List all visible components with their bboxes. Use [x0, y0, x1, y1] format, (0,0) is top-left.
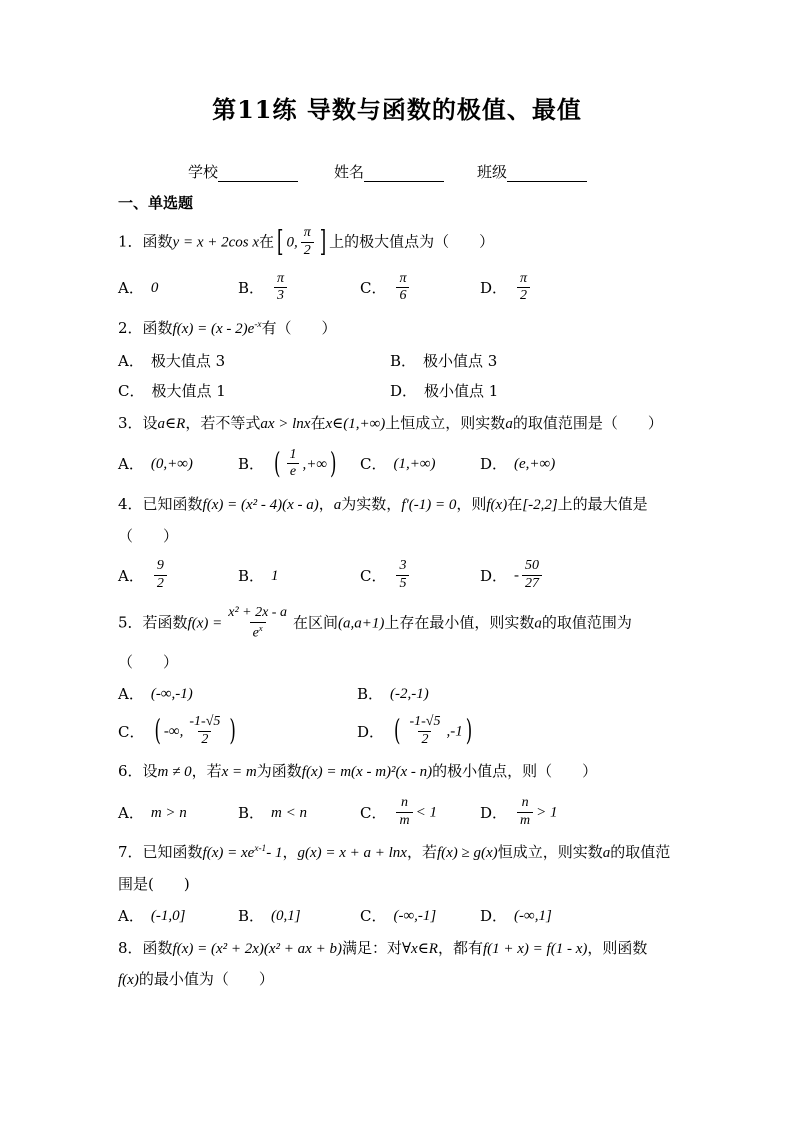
option-c: [360, 794, 480, 831]
option-label: B．: [357, 684, 384, 703]
option-content: (-1,0]: [150, 907, 186, 924]
fraction: $\frac{3}{5}$: [396, 558, 409, 593]
big-bracket: (: [274, 446, 281, 481]
option-d: [480, 905, 676, 926]
option-content: 极大值点 3: [150, 352, 226, 371]
option-label: A．: [118, 684, 144, 703]
question-5-stem: 5．若函数f(x) = $\frac{\text{x² + 2x - a}}{e^x}$ 在区间(a,a+1)上存在最小值，则实数a的取值范围为: [118, 605, 632, 641]
question-6: [118, 760, 676, 830]
option-label: C．: [118, 382, 145, 401]
option-b: [238, 565, 360, 586]
option-a: [118, 350, 390, 371]
school-label: 学校: [188, 163, 219, 181]
option-a: [118, 277, 238, 298]
option-label: A．: [118, 906, 144, 925]
fraction: $\frac{\pi}{2}$: [517, 271, 530, 306]
class-field: [477, 161, 587, 182]
fraction: $\frac{1}{e}$: [286, 447, 299, 482]
option-b: [238, 270, 360, 307]
option-content: [393, 270, 412, 307]
question-4-stem: 4．已知函数f(x) = (x² - 4)(x - a)，a为实数，f′(-1) = 0，则f(x)在[-2,2]上的最大值是: [118, 495, 648, 514]
option-label: D．: [480, 566, 508, 585]
option-content: $\frac{n}{m}$ > 1: [514, 794, 558, 831]
option-label: C．: [360, 279, 387, 298]
big-bracket: [: [277, 224, 284, 259]
fraction: $\frac{n}{m}$: [396, 795, 412, 830]
page-title: 第11练 导数与函数的极值、最值: [212, 95, 582, 124]
option-label: C．: [118, 722, 145, 741]
option-content: [514, 270, 533, 307]
option-content: 1: [271, 567, 279, 584]
question-7-stem: 7．已知函数$f(x) = xe^{x-1}-$ 1，g(x) = x + a + lnx，若f(x) ≥ g(x)恒成立，则实数a的取值范: [118, 843, 671, 862]
question-1-options: [118, 270, 676, 307]
option-d: [480, 557, 676, 594]
question-7-options: [118, 905, 676, 926]
question-2-stem: 2．函数$f(x) = (x - 2)e^{-x}$有（ ）: [118, 319, 337, 338]
option-content: [393, 557, 412, 594]
question-6-options: [118, 794, 676, 831]
option-c: [118, 713, 357, 750]
option-content: (1,+∞): [393, 456, 436, 473]
school-field: [188, 161, 298, 182]
option-content: m < n: [271, 804, 307, 821]
fraction: $\frac{\pi}{3}$: [274, 271, 287, 306]
option-content: (e,+∞): [514, 456, 556, 473]
option-label: D．: [480, 906, 508, 925]
big-bracket: ): [229, 714, 236, 748]
question-4-options: [118, 557, 676, 594]
question-1: [118, 224, 676, 306]
question-8-stem: 8．函数f(x) = (x² + 2x)(x² + ax + b)满足：对∀x∈R，都有f(1 + x) = f(1 - x)，则函数: [118, 938, 648, 957]
option-a: [118, 905, 238, 926]
question-6-stem: 6．设m ≠ 0，若x = m为函数f(x) = m(x - m)²(x - n)的极小值点，则（ ）: [118, 762, 598, 781]
option-label: A．: [118, 352, 144, 371]
option-label: D．: [480, 455, 508, 474]
big-bracket: ): [330, 446, 337, 481]
fraction: $\frac{-1-√5}{2}$: [189, 713, 221, 747]
name-field: [334, 161, 444, 182]
fraction: $\frac{50}{27}$: [522, 558, 542, 593]
fraction: $\frac{\text{x² + 2x - a}}{e^x}$: [228, 605, 287, 641]
option-label: A．: [118, 279, 144, 298]
big-bracket: ]: [319, 224, 327, 259]
school-blank-line: [218, 164, 298, 182]
option-b: [390, 350, 676, 371]
option-label: C．: [360, 566, 387, 585]
question-5-options: [118, 683, 676, 750]
option-content: (-∞,-1]: [393, 907, 437, 924]
option-content: - $\frac{50}{27}$: [514, 557, 545, 594]
option-label: D．: [480, 279, 508, 298]
option-c: [360, 453, 480, 474]
name-blank-line: [364, 164, 444, 182]
question-4: [118, 493, 676, 593]
option-d: [480, 270, 676, 307]
fraction: $\frac{\pi}{6}$: [396, 271, 409, 306]
option-content: m > n: [150, 804, 187, 821]
option-label: B．: [238, 279, 265, 298]
question-3: [118, 412, 676, 482]
question-8: [118, 937, 676, 993]
option-b: [238, 905, 360, 926]
option-d: [480, 794, 676, 831]
class-label: 班级: [477, 163, 508, 181]
question-1-stem: 1．函数y = x + 2cos x在 [ 0, $\frac{\pi}{2}$ ] 上的极大值点为（ ）: [118, 224, 676, 261]
option-label: C．: [360, 803, 387, 822]
option-d: [390, 380, 676, 401]
name-label: 姓名: [334, 163, 365, 181]
question-7: [118, 841, 676, 926]
option-content: 0: [150, 280, 159, 297]
option-content: ( $\frac{-1-√5}{2}$ ,-1 ): [394, 713, 473, 748]
option-c: [360, 905, 480, 926]
question-2-options: [118, 350, 676, 401]
option-label: B．: [238, 455, 265, 474]
question-7-stem-line2: 围是( ): [118, 874, 190, 893]
option-label: D．: [390, 382, 418, 401]
option-c: [360, 270, 480, 307]
option-d: [357, 713, 676, 750]
question-5-stem-line2: （ ）: [118, 652, 179, 671]
option-content: (0,1]: [271, 907, 301, 924]
question-2: [118, 317, 676, 401]
question-4-stem-line2: （ ）: [118, 526, 179, 545]
option-label: B．: [390, 352, 417, 371]
big-bracket: ): [465, 714, 473, 748]
option-a: [118, 453, 238, 474]
option-content: [151, 557, 170, 594]
option-a: [118, 802, 238, 823]
option-label: C．: [360, 906, 387, 925]
option-label: B．: [238, 906, 265, 925]
option-label: A．: [118, 566, 144, 585]
header-fields: [118, 161, 676, 182]
option-b: [238, 802, 360, 823]
option-content: (-∞,-1): [150, 685, 193, 702]
question-8-stem-line2: f(x)的最小值为（ ）: [118, 970, 274, 989]
fraction: $\frac{-1-√5}{2}$: [409, 713, 441, 747]
question-3-options: [118, 446, 676, 483]
option-label: C．: [360, 455, 387, 474]
option-content: $\frac{n}{m}$ < 1: [393, 794, 437, 831]
option-content: ( -∞, $\frac{-1-√5}{2}$ ): [154, 713, 236, 748]
fraction: $\frac{9}{2}$: [154, 558, 167, 593]
option-c: [118, 380, 390, 401]
fraction: $\frac{n}{m}$: [517, 795, 533, 830]
option-d: [480, 453, 676, 474]
option-content: (-2,-1): [390, 685, 429, 702]
option-content: (0,+∞): [150, 456, 193, 473]
option-c: [360, 557, 480, 594]
big-bracket: (: [154, 714, 161, 748]
option-content: 极大值点 1: [151, 382, 226, 401]
option-b: [238, 446, 360, 483]
big-bracket: (: [394, 714, 401, 748]
option-content: [271, 270, 290, 307]
question-5: [118, 604, 676, 749]
option-label: D．: [357, 722, 385, 741]
option-label: A．: [118, 455, 144, 474]
question-3-stem: 3．设a∈R，若不等式ax > lnx在x∈(1,+∞)上恒成立，则实数a的取值范围是（ ）: [118, 414, 663, 433]
option-a: [118, 683, 357, 704]
option-b: [357, 683, 676, 704]
option-label: D．: [480, 803, 508, 822]
option-label: B．: [238, 803, 265, 822]
option-content: 极小值点 3: [423, 352, 498, 371]
fraction: $\frac{\pi}{2}$: [301, 225, 314, 260]
option-content: (-∞,1]: [514, 907, 552, 924]
section-heading: 一、单选题: [118, 194, 194, 212]
option-content: ( $\frac{1}{e}$ ,+∞ ): [274, 446, 337, 481]
class-blank-line: [507, 164, 587, 182]
option-a: [118, 557, 238, 594]
option-label: A．: [118, 803, 144, 822]
option-content: 极小值点 1: [424, 382, 499, 401]
option-label: B．: [238, 566, 265, 585]
